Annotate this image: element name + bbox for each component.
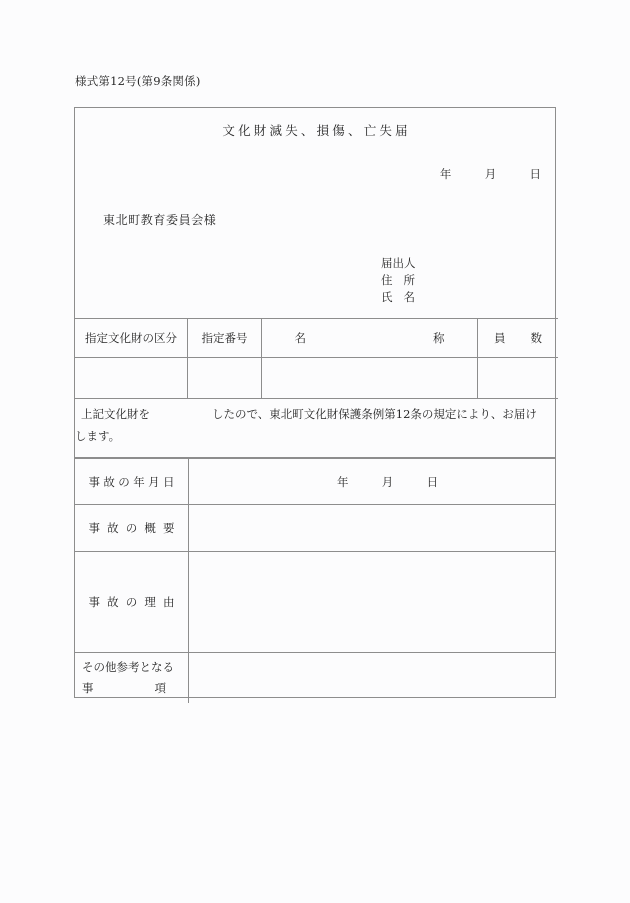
addressee-label: 東北町教育委員会様	[103, 213, 217, 227]
declaration-statement	[75, 398, 555, 458]
value-incident-reason[interactable]	[189, 552, 557, 653]
form-number-label: 様式第12号(第9条関係)	[75, 74, 201, 88]
table-row-incident-reason	[75, 552, 556, 653]
submitter-block	[381, 255, 416, 306]
label-incident-reason	[75, 552, 189, 653]
submitter-address-row	[381, 272, 416, 289]
cell-classification[interactable]	[75, 358, 188, 399]
label-incident-reason-text: 事故の理由	[88, 595, 175, 609]
value-incident-date[interactable]	[189, 459, 557, 505]
header-name	[262, 319, 478, 358]
header-designation-number: 指定番号	[188, 319, 262, 358]
cell-designation-number[interactable]	[188, 358, 262, 399]
document-title: 文化財滅失、損傷、亡失届	[222, 123, 411, 138]
header-classification: 指定文化財の区分	[75, 319, 188, 358]
submitter-name-label-a: 氏	[381, 290, 393, 304]
submitter-role-label: 届出人	[381, 256, 416, 270]
value-other-notes[interactable]	[189, 653, 557, 704]
incident-date-month-label: 月	[381, 474, 394, 489]
label-incident-date-text: 事故の年月日	[88, 474, 175, 489]
date-year-label: 年	[439, 167, 452, 181]
table-row-incident-summary	[75, 505, 556, 552]
label-other-notes-line-2: 事項	[82, 681, 166, 695]
table-row-other-notes	[75, 653, 556, 704]
header-name-inner	[295, 330, 445, 346]
date-month-label: 月	[484, 167, 497, 181]
submitter-name-row	[381, 289, 416, 306]
value-incident-summary[interactable]	[189, 505, 557, 552]
table-row	[75, 358, 558, 399]
submitter-name-label-b: 名	[403, 290, 415, 304]
statement-line-2: します。	[75, 429, 121, 443]
label-incident-date	[75, 459, 189, 505]
incident-date-day-label: 日	[426, 474, 439, 489]
cell-count[interactable]	[478, 358, 559, 399]
incident-date-line	[189, 474, 556, 490]
statement-line-1	[81, 406, 537, 422]
submitter-address-label-b: 所	[403, 273, 415, 287]
date-day-label: 日	[529, 167, 541, 181]
header-name-char-b: 称	[433, 331, 445, 345]
label-other-notes	[75, 653, 189, 704]
cultural-property-table	[75, 318, 558, 399]
header-count-char-b: 数	[530, 331, 542, 345]
cell-name[interactable]	[262, 358, 478, 399]
statement-suffix: したので、東北町文化財保護条例第12条の規定により、お届け	[212, 407, 537, 421]
label-other-notes-line-1: その他参考となる	[82, 660, 174, 674]
label-other-notes-line-2-wrap	[75, 678, 188, 699]
label-incident-summary-text: 事故の概要	[88, 521, 175, 535]
header-count-char-a: 員	[494, 331, 531, 345]
header-count-inner	[494, 330, 542, 346]
incident-details-table	[75, 458, 556, 703]
form-outer-frame	[74, 107, 556, 698]
table-header-row	[75, 319, 558, 358]
statement-prefix: 上記文化財を	[81, 407, 150, 421]
form-header-block	[75, 108, 555, 318]
table-row-incident-date	[75, 459, 556, 505]
submission-date-line	[75, 166, 541, 182]
label-incident-summary	[75, 505, 189, 552]
submitter-address-label-a: 住	[381, 273, 393, 287]
header-count	[478, 319, 559, 358]
incident-date-year-label: 年	[336, 474, 349, 489]
header-name-char-a: 名	[294, 331, 433, 345]
